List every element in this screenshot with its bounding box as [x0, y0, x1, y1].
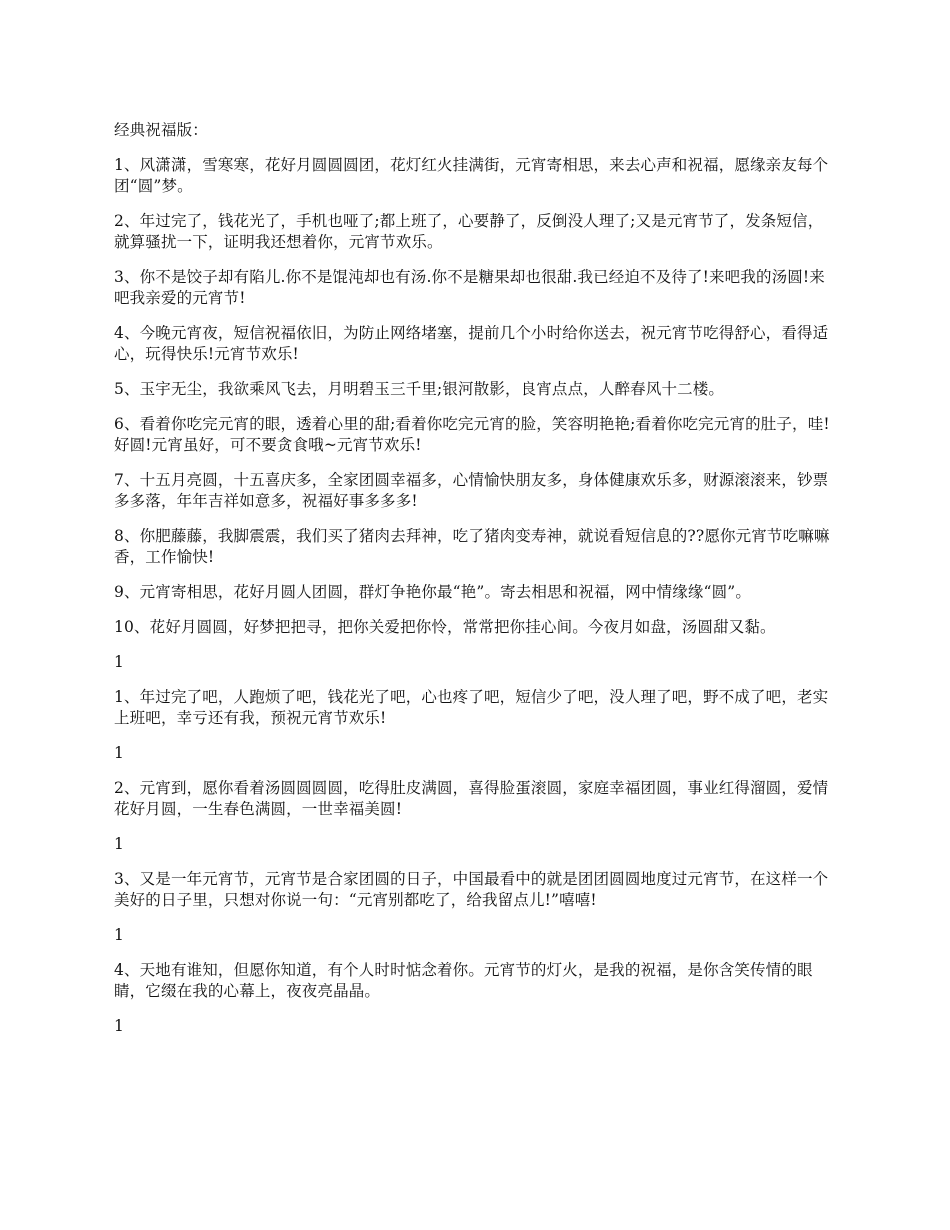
greeting-item-9: 9、元宵寄相思，花好月圆人团圆，群灯争艳你最“艳”。寄去相思和祝福，网中情缘缘“圆”。 [114, 583, 752, 601]
greeting-item-b4: 4、天地有谁知，但愿你知道，有个人时时惦念着你。元宵节的灯火，是我的祝福，是你含笑传情的眼睛，它缀在我的心幕上，夜夜亮晶晶。 [114, 961, 813, 1000]
page-marker: 1 [114, 926, 125, 944]
greeting-item-1: 1、风潇潇，雪寒寒，花好月圆圆圆团，花灯红火挂满街，元宵寄相思，来去心声和祝福，愿缘亲友每个团“圆”梦。 [114, 156, 829, 195]
greeting-item-10: 10、花好月圆圆，好梦把把寻，把你关爱把你怜，常常把你挂心间。今夜月如盘，汤圆甜又黏。 [114, 618, 776, 636]
page-marker: 1 [114, 1017, 125, 1035]
section-heading: 经典祝福版： [114, 121, 208, 139]
greeting-item-b2: 2、元宵到，愿你看着汤圆圆圆圆，吃得肚皮满圆，喜得脸蛋滚圆，家庭幸福团圆，事业红得溜圆，爱情花好月圆，一生春色满圆，一世幸福美圆! [114, 779, 829, 818]
greeting-item-3: 3、你不是饺子却有陷儿.你不是馄沌却也有汤.你不是糖果却也很甜.我已经迫不及待了!来吧我的汤圆!来吧我亲爱的元宵节! [114, 268, 825, 307]
document-page [114, 120, 836, 1051]
page-marker: 1 [114, 835, 125, 853]
greeting-item-2: 2、年过完了，钱花光了，手机也哑了;都上班了，心要静了，反倒没人理了;又是元宵节了，发条短信，就算骚扰一下，证明我还想着你，元宵节欢乐。 [114, 212, 824, 251]
greeting-item-7: 7、十五月亮圆，十五喜庆多，全家团圆幸福多，心情愉快朋友多，身体健康欢乐多，财源滚滚来，钞票多多落，年年吉祥如意多，祝福好事多多多! [114, 471, 829, 510]
page-marker: 1 [114, 653, 125, 671]
page-marker: 1 [114, 744, 125, 762]
greeting-item-6: 6、看着你吃完元宵的眼，透着心里的甜;看着你吃完元宵的脸，笑容明艳艳;看着你吃完元宵的肚子，哇!好圆!元宵虽好，可不要贪食哦~元宵节欢乐! [114, 415, 830, 454]
greeting-item-5: 5、玉宇无尘，我欲乘风飞去，月明碧玉三千里;银河散影，良宵点点，人醉春风十二楼。 [114, 380, 725, 398]
greeting-item-4: 4、今晚元宵夜，短信祝福依旧，为防止网络堵塞，提前几个小时给你送去，祝元宵节吃得舒心，看得适心，玩得快乐!元宵节欢乐! [114, 324, 829, 363]
greeting-item-b3: 3、又是一年元宵节，元宵节是合家团圆的日子，中国最看中的就是团团圆圆地度过元宵节，在这样一个美好的日子里，只想对你说一句：“元宵别都吃了，给我留点儿!”嘻嘻! [114, 870, 829, 909]
greeting-item-8: 8、你肥藤藤，我脚震震，我们买了猪肉去拜神，吃了猪肉变寿神，就说看短信息的??愿你元宵节吃嘛嘛香，工作愉快! [114, 527, 830, 566]
greeting-item-b1: 1、年过完了吧，人跑烦了吧，钱花光了吧，心也疼了吧，短信少了吧，没人理了吧，野不成了吧，老实上班吧，幸亏还有我，预祝元宵节欢乐! [114, 688, 829, 727]
